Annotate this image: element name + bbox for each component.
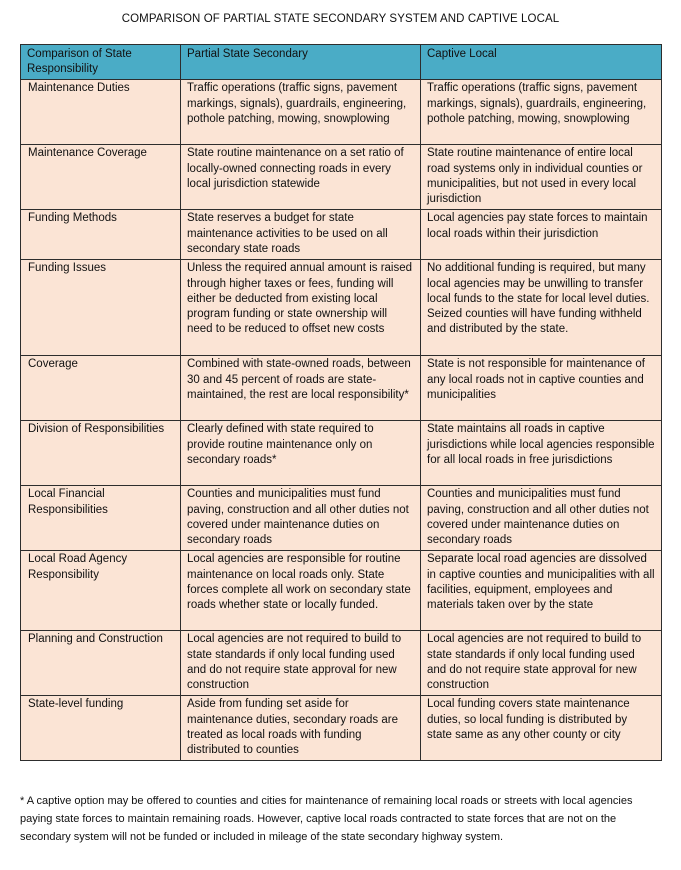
captive-local-cell: State routine maintenance of entire local road systems only in individual counties or municipalities, but not used in every local jurisdiction bbox=[421, 145, 662, 210]
row-label: Local Financial Responsibilities bbox=[21, 486, 181, 551]
row-label: Maintenance Coverage bbox=[21, 145, 181, 210]
captive-local-cell: Local agencies are not required to build to state standards if only local funding used and do not require state approval for new construction bbox=[421, 631, 662, 696]
partial-state-cell: Aside from funding set aside for maintenance duties, secondary roads are treated as local roads with funding distributed to counties bbox=[181, 696, 421, 761]
table-row bbox=[21, 260, 662, 356]
partial-state-cell: State routine maintenance on a set ratio of locally-owned connecting roads in every local jurisdiction statewide bbox=[181, 145, 421, 210]
table-row bbox=[21, 210, 662, 260]
document-title: COMPARISON OF PARTIAL STATE SECONDARY SYSTEM AND CAPTIVE LOCAL bbox=[121, 13, 560, 25]
partial-state-cell: Local agencies are not required to build to state standards if only local funding used and do not require state approval for new construction bbox=[181, 631, 421, 696]
partial-state-cell: Unless the required annual amount is raised through higher taxes or fees, funding will either be deducted from existing local program funding or state ownership will need to be reduced to offset new costs bbox=[181, 260, 421, 356]
captive-local-cell: State maintains all roads in captive jurisdictions while local agencies responsible for all local roads in free jurisdictions bbox=[421, 421, 662, 486]
captive-local-cell: Local agencies pay state forces to maintain local roads within their jurisdiction bbox=[421, 210, 662, 260]
header-partial-state-secondary: Partial State Secondary bbox=[181, 45, 421, 80]
captive-local-cell: Separate local road agencies are dissolved in captive counties and municipalities with all facilities, equipment, employees and materials taken over by the state bbox=[421, 551, 662, 631]
table-row bbox=[21, 421, 662, 486]
row-label: Coverage bbox=[21, 356, 181, 421]
partial-state-cell: Local agencies are responsible for routine maintenance on local roads only. State forces complete all work on secondary state roads whether state or locally funded. bbox=[181, 551, 421, 631]
table-row bbox=[21, 631, 662, 696]
row-label: Funding Issues bbox=[21, 260, 181, 356]
table-header-row bbox=[21, 45, 662, 80]
table-row bbox=[21, 551, 662, 631]
captive-local-cell: Traffic operations (traffic signs, pavement markings, signals), guardrails, engineering, pothole patching, mowing, snowplowing bbox=[421, 80, 662, 145]
header-comparison: Comparison of State Responsibility bbox=[21, 45, 181, 80]
header-captive-local: Captive Local bbox=[421, 45, 662, 80]
captive-local-cell: Counties and municipalities must fund paving, construction and all other duties not covered under maintenance duties on secondary roads bbox=[421, 486, 662, 551]
partial-state-cell: Clearly defined with state required to provide routine maintenance only on secondary roads* bbox=[181, 421, 421, 486]
row-label: State-level funding bbox=[21, 696, 181, 761]
captive-local-cell: Local funding covers state maintenance duties, so local funding is distributed by state same as any other county or city bbox=[421, 696, 662, 761]
table-row bbox=[21, 356, 662, 421]
table-row bbox=[21, 80, 662, 145]
table-row bbox=[21, 486, 662, 551]
partial-state-cell: Traffic operations (traffic signs, pavement markings, signals), guardrails, engineering, pothole patching, mowing, snowplowing bbox=[181, 80, 421, 145]
captive-local-cell: No additional funding is required, but many local agencies may be unwilling to transfer local funds to the state for local level duties. Seized counties will have funding withheld and distributed by the state. bbox=[421, 260, 662, 356]
captive-local-cell: State is not responsible for maintenance of any local roads not in captive counties and municipalities bbox=[421, 356, 662, 421]
partial-state-cell: Counties and municipalities must fund paving, construction and all other duties not covered under maintenance duties on secondary roads bbox=[181, 486, 421, 551]
partial-state-cell: Combined with state-owned roads, between 30 and 45 percent of roads are state-maintained, the rest are local responsibility* bbox=[181, 356, 421, 421]
row-label: Local Road Agency Responsibility bbox=[21, 551, 181, 631]
row-label: Funding Methods bbox=[21, 210, 181, 260]
row-label: Planning and Construction bbox=[21, 631, 181, 696]
table-row bbox=[21, 145, 662, 210]
row-label: Division of Responsibilities bbox=[21, 421, 181, 486]
table-row bbox=[21, 696, 662, 761]
row-label: Maintenance Duties bbox=[21, 80, 181, 145]
partial-state-cell: State reserves a budget for state maintenance activities to be used on all secondary state roads bbox=[181, 210, 421, 260]
footnote: * A captive option may be offered to counties and cities for maintenance of remaining local roads or streets with local agencies paying state forces to maintain remaining roads. However, captive local roads contracted to state forces that are not on the secondary system will not be funded or included in mileage of the state secondary highway system. bbox=[20, 795, 633, 843]
comparison-table bbox=[20, 44, 662, 761]
